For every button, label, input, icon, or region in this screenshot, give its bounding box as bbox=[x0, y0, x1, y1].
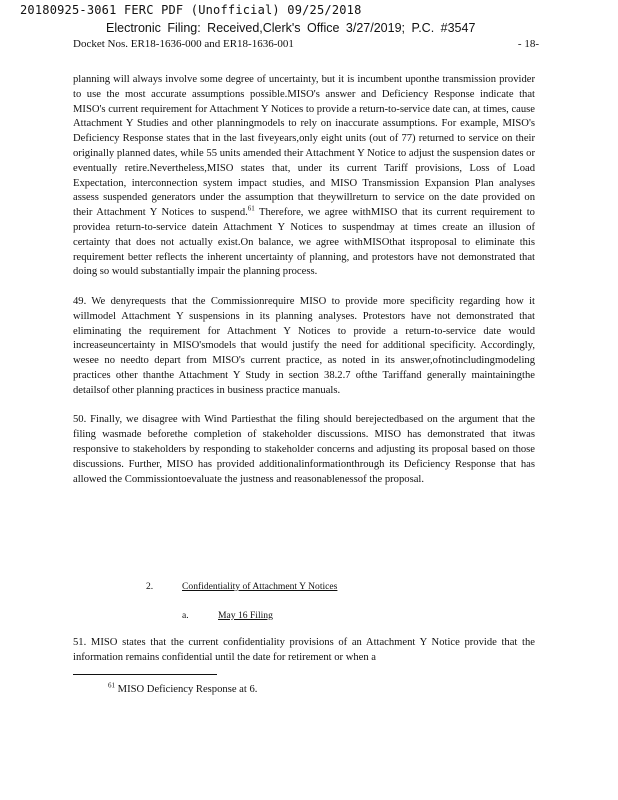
subsection-title: May 16 Filing bbox=[218, 610, 273, 621]
subsection-heading-a bbox=[182, 610, 273, 621]
paragraph-51: 51. MISO states that the current confidentiality provisions of an Attachment Y Notice provide that the information remains confidential until the date for retirement or when a bbox=[73, 637, 535, 663]
ferc-pdf-stamp: 20180925-3061 FERC PDF (Unofficial) 09/25/2018 bbox=[20, 3, 362, 17]
footnote-61 bbox=[108, 681, 258, 695]
section-title: Confidentiality of Attachment Y Notices bbox=[182, 581, 338, 592]
docket-line bbox=[73, 38, 539, 50]
page-number: - 18- bbox=[517, 38, 539, 50]
paragraph-text-tail: Therefore, we agree withMISO that its current requirement to providea return-to-service datein Attachment Y Notices to suspendmay at times create an illusion of certainty that does not actually exist.On balance, we agree withMISOthat itsproposal to eliminate this requirement better reflects the inherent uncertainty of planning, and protestors have not demonstrated that doing so would substantially impair the planning process. bbox=[73, 207, 535, 278]
docket-numbers: Docket Nos. ER18-1636-000 and ER18-1636-001 bbox=[73, 38, 294, 50]
paragraph-49: 49. We denyrequests that the Commissionrequire MISO to provide more specificity regarding how it willmodel Attachment Y suspensions in its planning analyses. Protestors have not demonstrated that eliminating the requirement for Attachment Y Notices to provide a return-to-service date would increaseuncertainty in MISO'smodels that would justify the need for additional specificity. Accordingly, wesee no needto depart from MISO's current practice, as noted in its answer,ofnotincludingmodeling practices other thanthe Attachment Y Study in section 38.2.7 ofthe Tariffand generally maintainingthe detailsof other planning practices in business practice manuals. bbox=[73, 295, 535, 396]
paragraph-50: 50. Finally, we disagree with Wind Partiesthat the filing should berejectedbased on the argument that the filing wasmade beforethe completion of stakeholder discussions. MISO has demonstrated that itwas responsive to stakeholders by responding to stakeholder concerns and adjusting its proposal based on those discussions. Further, MISO has provided additionalinformationthrough its Deficiency Response that has allowed the Commissiontoevaluate the justness and reasonablenessof the proposal. bbox=[73, 414, 535, 485]
footnote-ref: 61 bbox=[247, 204, 255, 213]
document-body bbox=[73, 73, 535, 502]
footnote-divider bbox=[73, 674, 217, 675]
subsection-letter: a. bbox=[182, 610, 189, 621]
section-number: 2. bbox=[146, 581, 154, 592]
efiling-header: Electronic Filing: Received,Clerk's Office 3/27/2019; P.C. #3547 bbox=[106, 21, 476, 35]
paragraph-text: planning will always involve some degree of uncertainty, but it is incumbent uponthe transmission provider to use the most accurate assumptions possible.MISO's answer and Deficiency Response indicate that MISO's current requirement for Attachment Y Notices to provide a return-to-service date can, at times, cause Attachment Y Studies and other planningmodels to rely on inaccurate assumptions. For example, MISO's Deficiency Response states that in the last fiveyears,only eight units (out of 77) returned to service on their originally planned dates, while 55 units amended their Attachment Y Notice to adjust the suspension dates or eventually retire.Nevertheless,MISO states that, under its current Tariff provisions, Loss of Load Expectation, interconnection system impact studies, and MISO Transmission Expansion Plan analyses assess suspended generators under the assumption that theywillreturn to service on the date provided on their Attachment Y Notices to suspend. bbox=[73, 74, 535, 219]
section-heading-2 bbox=[146, 581, 337, 592]
footnote-number: 61 bbox=[108, 681, 115, 690]
footnote-text: MISO Deficiency Response at 6. bbox=[117, 684, 258, 695]
paragraph-48-continued bbox=[73, 73, 535, 280]
